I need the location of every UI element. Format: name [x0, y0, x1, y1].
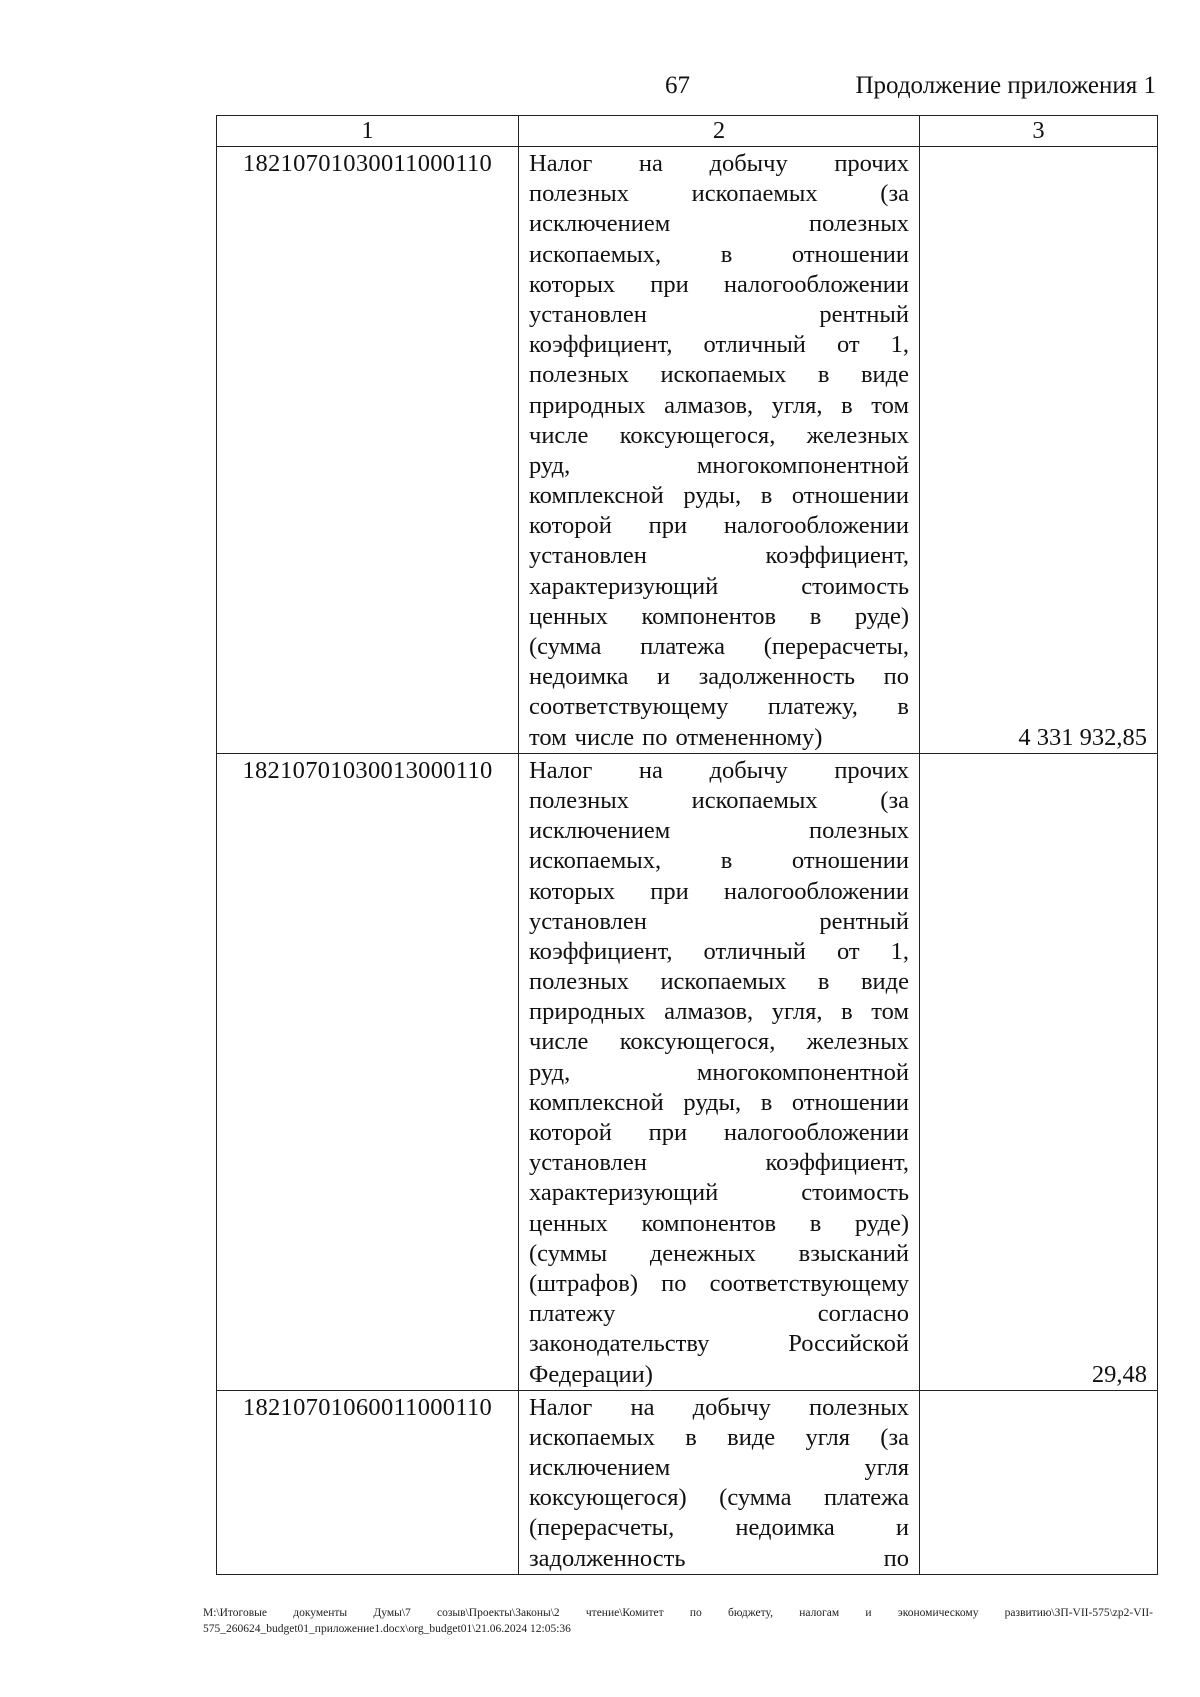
budget-code-cell: 18210701030013000110: [217, 753, 519, 1390]
description-line: установлен коэффициент,: [529, 542, 909, 570]
budget-table: [216, 115, 1158, 1575]
description-line: соответствующему платежу, в: [529, 693, 909, 721]
amount-cell: 29,48: [920, 753, 1158, 1390]
description-line: характеризующий стоимость: [529, 1179, 909, 1207]
description-line: ценных компонентов в руде): [529, 1209, 909, 1237]
description-line: исключением угля: [529, 1454, 909, 1482]
description-line: ископаемых, в отношении: [529, 240, 909, 268]
description-line: ценных компонентов в руде): [529, 602, 909, 630]
description-line: полезных ископаемых в виде: [529, 361, 909, 389]
table-row: [217, 147, 1158, 754]
description-line: (штрафов) по соответствующему: [529, 1269, 909, 1297]
description-line: недоимка и задолженность по: [529, 663, 909, 691]
description-line: том числе по отмененному): [529, 723, 823, 751]
description-line: полезных ископаемых (за: [529, 786, 909, 814]
column-header-1: 1: [217, 116, 519, 147]
file-path-footer: M:\Итоговые документы Думы\7 созыв\Проекты\Законы\2 чтение\Комитет по бюджету, налогам и экономическому развитию\ЗП-VII-575\zp2-VII-575_260624_budget01_приложение1.docx\org_budget01\21.06.2024 12:05:36: [203, 1607, 1153, 1635]
description-line: которой при налогообложении: [529, 1119, 909, 1146]
description-line: установлен рентный: [529, 907, 909, 935]
description-line: полезных ископаемых (за: [529, 180, 909, 208]
description-line: задолженность по: [529, 1544, 909, 1572]
description-line: Налог на добычу прочих: [529, 150, 909, 177]
description-line: коэффициент, отличный от 1,: [529, 331, 909, 359]
description-line: Федерации): [529, 1360, 653, 1388]
page-number: 67: [665, 72, 690, 99]
description-line: платежу согласно: [529, 1300, 909, 1328]
description-line: ископаемых в виде угля (за: [529, 1423, 909, 1451]
description-line: установлен рентный: [529, 300, 909, 328]
description-line: комплексной руды, в отношении: [529, 1088, 909, 1116]
continuation-label: Продолжение приложения 1: [855, 72, 1156, 99]
amount-cell: [920, 1390, 1158, 1574]
description-line: характеризующий стоимость: [529, 572, 909, 600]
description-line: руд, многокомпонентной: [529, 451, 909, 479]
table-row: [217, 1390, 1158, 1574]
description-line: руд, многокомпонентной: [529, 1058, 909, 1086]
description-line: которой при налогообложении: [529, 512, 909, 540]
column-header-3: 3: [920, 116, 1158, 147]
budget-code-cell: 18210701060011000110: [217, 1390, 519, 1574]
description-line: природных алмазов, угля, в том: [529, 391, 909, 419]
description-cell: [519, 753, 920, 1390]
description-line: исключением полезных: [529, 817, 909, 845]
description-line: установлен коэффициент,: [529, 1149, 909, 1177]
description-line: (суммы денежных взысканий: [529, 1239, 909, 1267]
table-header-row: [217, 116, 1158, 147]
budget-code-cell: 18210701030011000110: [217, 147, 519, 754]
description-line: которых при налогообложении: [529, 877, 909, 905]
description-line: числе коксующегося, железных: [529, 421, 909, 449]
description-line: Налог на добычу прочих: [529, 756, 909, 784]
description-line: Налог на добычу полезных: [529, 1393, 909, 1421]
description-line: коэффициент, отличный от 1,: [529, 937, 909, 965]
description-line: которых при налогообложении: [529, 270, 909, 298]
table-row: [217, 753, 1158, 1390]
description-line: комплексной руды, в отношении: [529, 482, 909, 510]
description-line: законодательству Российской: [529, 1330, 909, 1358]
description-cell: [519, 1390, 920, 1574]
description-line: природных алмазов, угля, в том: [529, 998, 909, 1026]
description-line: коксующегося) (сумма платежа: [529, 1484, 909, 1512]
description-line: полезных ископаемых в виде: [529, 968, 909, 996]
amount-cell: 4 331 932,85: [920, 147, 1158, 754]
description-line: числе коксующегося, железных: [529, 1028, 909, 1056]
description-line: ископаемых, в отношении: [529, 847, 909, 875]
description-line: (перерасчеты, недоимка и: [529, 1514, 909, 1542]
description-line: (сумма платежа (перерасчеты,: [529, 633, 909, 660]
column-header-2: 2: [519, 116, 920, 147]
description-cell: [519, 147, 920, 754]
description-line: исключением полезных: [529, 210, 909, 238]
